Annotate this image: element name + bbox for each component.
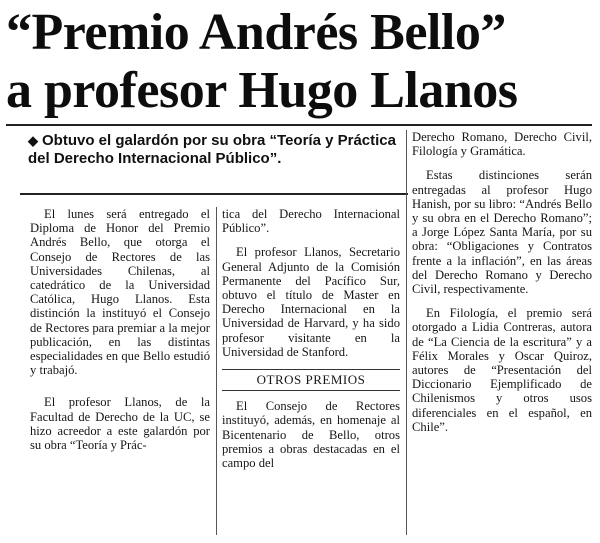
paragraph: El profesor Llanos, Secretario General Adjunto de la Comisión Permanente del Pacífico Sur, obtuvo el título de Master en Derecho Internacional en la Universidad de Harvard, y ha sido profesor visitante en la Universidad de Stanford.	[222, 245, 400, 359]
paragraph: Derecho Romano, Derecho Civil, Filología y Gramática.	[412, 130, 592, 159]
deck-rule	[20, 193, 408, 195]
paragraph: El Consejo de Rectores instituyó, además, en homenaje al Bicentenario de Bello, otros premios a obras destacadas en el campo del	[222, 399, 400, 471]
column-divider-1	[216, 207, 217, 535]
paragraph: El lunes será entregado el Diploma de Honor del Premio Andrés Bello, que otorga el Consejo de Rectores de las Universidades Chilenas, al catedrático de la Universidad Católica, Hugo Llanos. Esta distinción la instituyó el Consejo de Rectores para premiar a la mejor publicación, en las distintas especialidades en que Bello estudió y trabajó.	[30, 207, 210, 378]
deck-summary	[28, 132, 408, 168]
headline-line-2: a profesor Hugo Llanos	[6, 62, 518, 119]
column-divider-2	[406, 130, 407, 535]
paragraph: Estas distinciones serán entregadas al profesor Hugo Hanish, por su libro: “Andrés Bello y su obra en el Derecho Romano”; a Jorge López Santa María, por su obra: “Obligaciones y Contratos frente a la inflación”, en las áreas del Derecho Romano y Derecho Civil, respectivamente.	[412, 168, 592, 297]
column-3	[412, 130, 592, 444]
section-subhead: OTROS PREMIOS	[222, 369, 400, 391]
headline	[6, 4, 596, 120]
column-2	[222, 207, 400, 480]
headline-line-1: “Premio Andrés Bello”	[6, 4, 506, 61]
deck-text: Obtuvo el galardón por su obra “Teoría y Práctica del Derecho Internacional Público”.	[28, 132, 396, 167]
diamond-bullet-icon: ◆	[28, 133, 38, 148]
paragraph: El profesor Llanos, de la Facultad de Derecho de la UC, se hizo acreedor a este galardón por su obra “Teoría y Prác-	[30, 395, 210, 453]
column-1	[30, 207, 210, 462]
paragraph: En Filología, el premio será otorgado a Lidia Contreras, autora de “La Ciencia de la escritura” y a Félix Morales y Oscar Quiroz, autores de “Presentación del Diccionario Ejemplificado de Chilenismos y otros usos diferenciales en el español, en Chile”.	[412, 306, 592, 434]
headline-rule	[6, 124, 592, 126]
paragraph: tica del Derecho Internacional Público”.	[222, 207, 400, 236]
